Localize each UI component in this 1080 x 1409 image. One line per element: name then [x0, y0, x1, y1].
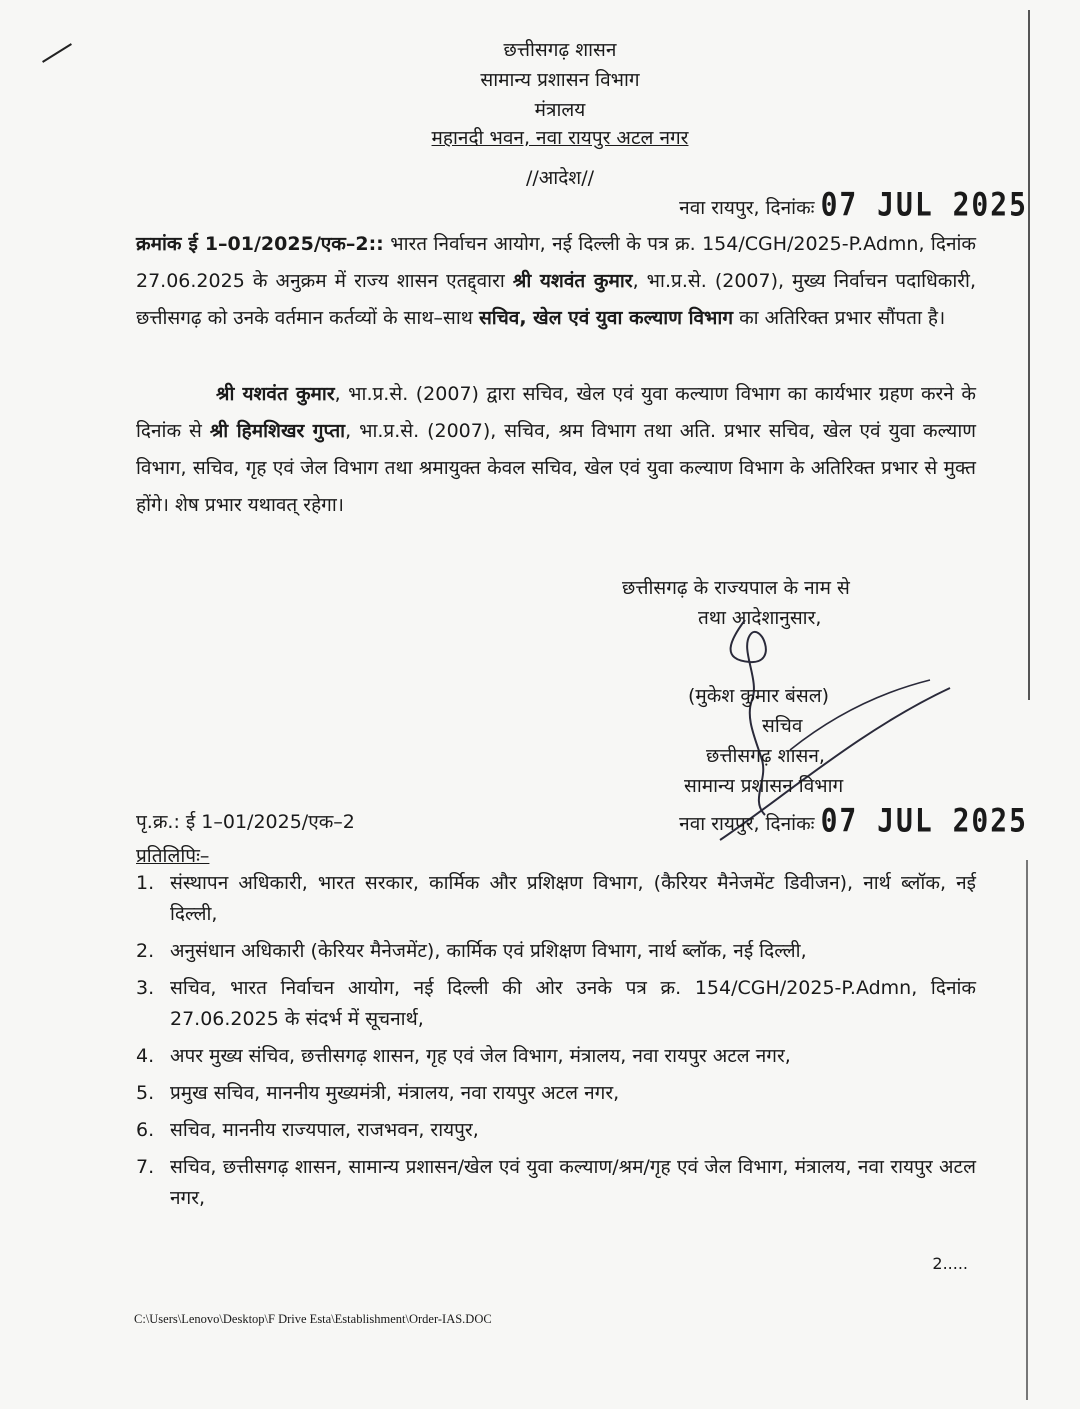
- list-number: 1.: [136, 872, 155, 894]
- list-text: सचिव, माननीय राज्यपाल, राजभवन, रायपुर,: [170, 1119, 479, 1141]
- para1-text-3: का अतिरिक्त प्रभार सौंपता है।: [733, 307, 946, 329]
- list-item: [136, 1041, 976, 1072]
- list-item: [136, 1078, 976, 1109]
- signatory-designation: सचिव: [762, 715, 803, 737]
- assigned-charge: सचिव, खेल एवं युवा कल्याण विभाग: [478, 307, 734, 329]
- date-line-2: [679, 801, 1028, 840]
- para1-text-1: भारत निर्वाचन आयोग, नई दिल्ली के पत्र क्र. 154/CGH/2025-P.Admn, दिनांक 27.06.2025 के अनुक्रम में राज्य शासन एतद्द्वारा: [136, 233, 976, 292]
- list-text: अनुसंधान अधिकारी (केरियर मैनेजमेंट), कार्मिक एवं प्रशिक्षण विभाग, नार्थ ब्लॉक, नई दिल्ली,: [170, 940, 807, 962]
- list-text: अपर मुख्य संचिव, छत्तीसगढ़ शासन, गृह एवं जेल विभाग, मंत्रालय, नवा रायपुर अटल नगर,: [170, 1045, 791, 1067]
- signature-authority-line: छत्तीसगढ़ के राज्यपाल के नाम से: [622, 577, 850, 599]
- signatory-government: छत्तीसगढ़ शासन,: [706, 745, 825, 767]
- list-number: 6.: [136, 1119, 155, 1141]
- list-number: 4.: [136, 1045, 155, 1067]
- file-path: C:\Users\Lenovo\Desktop\F Drive Esta\Establishment\Order-IAS.DOC: [134, 1312, 492, 1326]
- para2-text-2: , भा.प्र.से. (2007), सचिव, श्रम विभाग तथा अति. प्रभार सचिव, खेल एवं युवा कल्याण विभाग, सचिव, गृह एवं जेल विभाग तथा श्रमायुक्त केवल सचिव, खेल एवं युवा कल्याण विभाग के अतिरिक्त प्रभार से मुक्त होंगे। शेष प्रभार यथावत् रहेगा।: [136, 420, 976, 516]
- para1-text-2: , भा.प्र.से. (2007), मुख्य निर्वाचन पदाधिकारी, छत्तीसगढ़ को उनके वर्तमान कर्तव्यों के साथ–साथ: [136, 270, 977, 329]
- list-item: [136, 1152, 976, 1214]
- date-label: नवा रायपुर, दिनांकः: [679, 197, 815, 219]
- order-paragraph-1: [136, 226, 976, 337]
- signature-order-line: तथा आदेशानुसार,: [698, 607, 822, 629]
- list-item: [136, 936, 976, 967]
- page-edge-line-lower: [1026, 860, 1028, 1400]
- order-paragraph-2: [136, 376, 976, 524]
- list-item: [136, 1115, 976, 1146]
- officer-name-2: श्री यशवंत कुमार: [216, 383, 335, 405]
- list-text: सचिव, भारत निर्वाचन आयोग, नई दिल्ली की ओर उनके पत्र क्र. 154/CGH/2025-P.Admn, दिनांक 27.06.2025 के संदर्भ में सूचनार्थ,: [170, 977, 976, 1030]
- signatory-department: सामान्य प्रशासन विभाग: [684, 775, 844, 797]
- list-number: 5.: [136, 1082, 155, 1104]
- officer-name: श्री यशवंत कुमार: [512, 270, 633, 292]
- pen-mark: [42, 43, 72, 63]
- list-text: संस्थापन अधिकारी, भारत सरकार, कार्मिक और प्रशिक्षण विभाग, (कैरियर मैनेजमेंट डिवीजन), नार्थ ब्लॉक, नई दिल्ली,: [170, 872, 976, 925]
- page-edge-line: [1028, 10, 1030, 700]
- list-number: 2.: [136, 940, 155, 962]
- order-title: //आदेश//: [525, 167, 595, 189]
- signatory-name: (मुकेश कुमार बंसल): [688, 685, 829, 707]
- reference-number: पृ.क्र.: ई 1–01/2025/एक–2: [136, 811, 355, 833]
- header-ministry: मंत्रालय: [534, 99, 586, 121]
- date-stamp: 07 JUL 2025: [820, 185, 1028, 224]
- list-item: [136, 973, 976, 1035]
- date-label-2: नवा रायपुर, दिनांकः: [679, 813, 815, 835]
- header-government: छत्तीसगढ़ शासन: [503, 39, 617, 61]
- list-number: 7.: [136, 1156, 155, 1178]
- next-page-marker: 2.....: [932, 1254, 968, 1273]
- relieved-officer-name: श्री हिमशिखर गुप्ता: [209, 420, 346, 442]
- para2-text-1: , भा.प्र.से. (2007) द्वारा सचिव, खेल एवं युवा कल्याण विभाग का कार्यभार ग्रहण करने के दिनांक से: [136, 383, 976, 442]
- header-department: सामान्य प्रशासन विभाग: [480, 69, 640, 91]
- order-number: क्रमांक ई 1–01/2025/एक–2::: [136, 233, 384, 255]
- date-line: [679, 185, 1028, 224]
- list-item: [136, 868, 976, 930]
- list-text: सचिव, छत्तीसगढ़ शासन, सामान्य प्रशासन/खेल एवं युवा कल्याण/श्रम/गृह एवं जेल विभाग, मंत्रालय, नवा रायपुर अटल नगर,: [170, 1156, 976, 1209]
- header-address: महानदी भवन, नवा रायपुर अटल नगर: [431, 127, 689, 149]
- copy-list: [136, 868, 976, 1220]
- list-text: प्रमुख सचिव, माननीय मुख्यमंत्री, मंत्रालय, नवा रायपुर अटल नगर,: [170, 1082, 620, 1104]
- copy-to-title: प्रतिलिपिः–: [136, 845, 210, 867]
- date-stamp-2: 07 JUL 2025: [820, 801, 1028, 840]
- list-number: 3.: [136, 977, 155, 999]
